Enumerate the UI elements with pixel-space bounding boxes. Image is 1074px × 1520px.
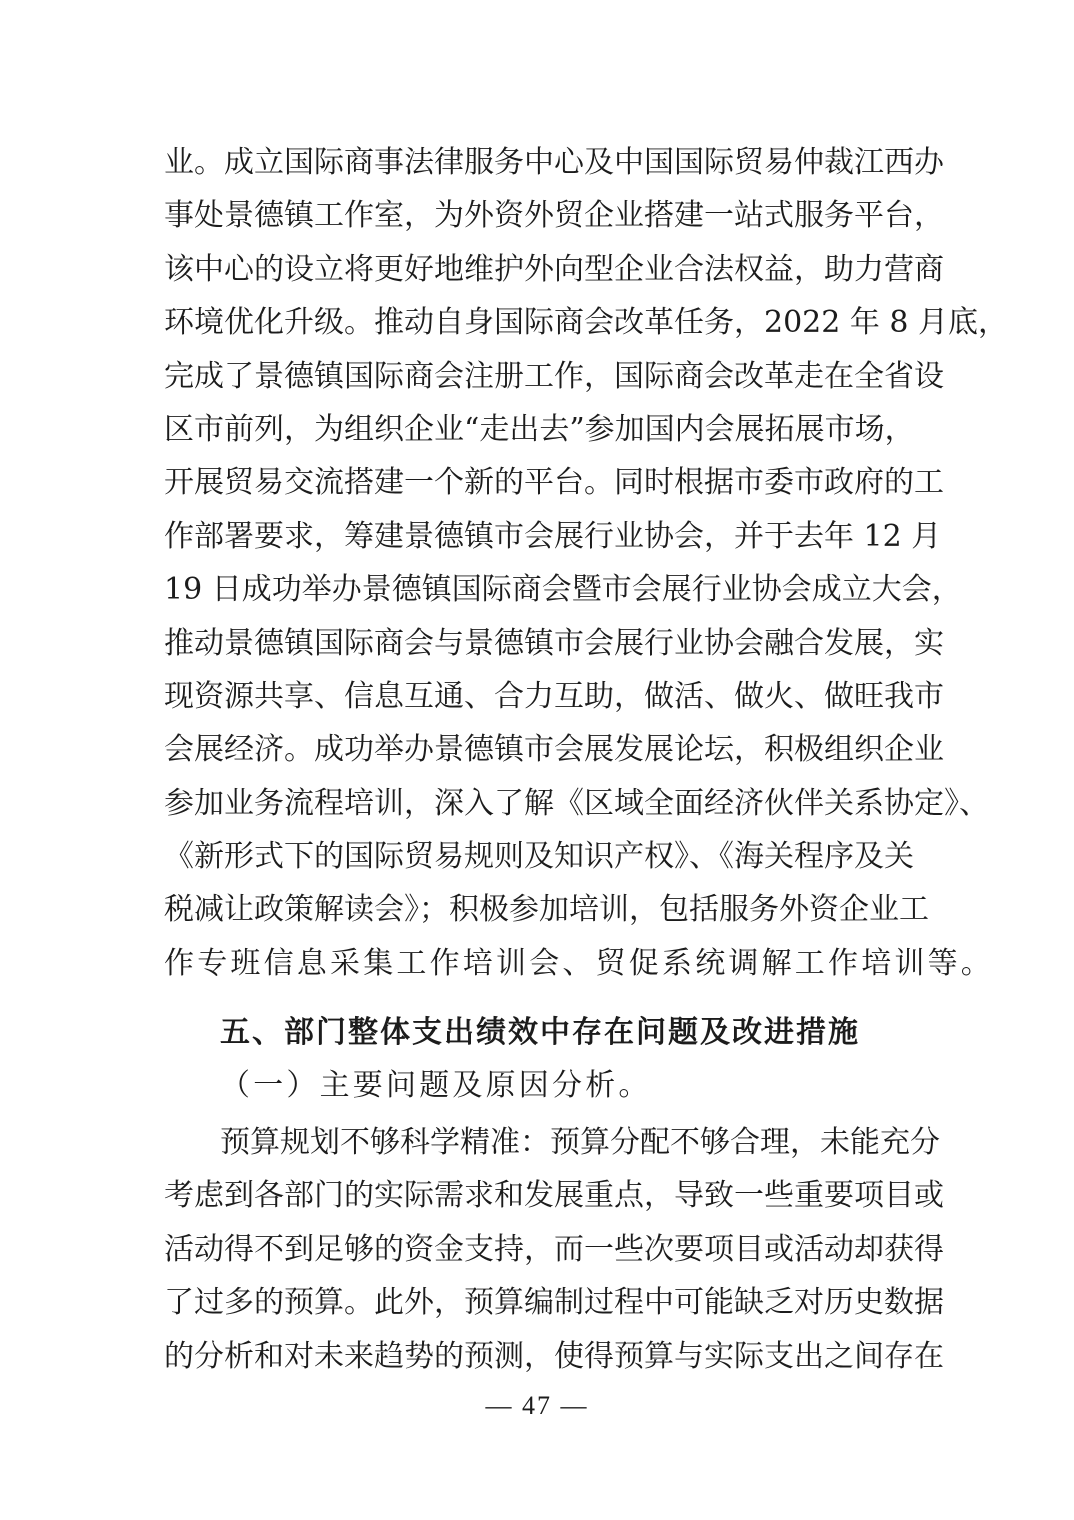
subsection-heading: （一）主要问题及原因分析。	[220, 1068, 652, 1103]
text-line: 会展经济。成功举办景德镇市会展发展论坛，积极组织企业	[164, 732, 944, 768]
text-line: 考虑到各部门的实际需求和发展重点，导致一些重要项目或	[164, 1178, 944, 1214]
text-line: 活动得不到足够的资金支持，而一些次要项目或活动却获得	[164, 1231, 944, 1267]
text-line: 区市前列，为组织企业“走出去”参加国内会展拓展市场，	[164, 411, 915, 447]
text-line: 预算规划不够科学精准：预算分配不够合理，未能充分	[220, 1125, 940, 1160]
text-line: 作部署要求，筹建景德镇市会展行业协会，并于去年 12 月	[164, 518, 942, 554]
text-line: 19 日成功举办景德镇国际商会暨市会展行业协会成立大会，	[164, 572, 962, 608]
page-number: — 47 —	[485, 1391, 589, 1420]
body-paragraph-1	[164, 136, 1009, 990]
text-line: 了过多的预算。此外，预算编制过程中可能缺乏对历史数据	[164, 1285, 944, 1321]
text-line: 事处景德镇工作室，为外资外贸企业搭建一站式服务平台，	[164, 198, 944, 234]
text-line: 《新形式下的国际贸易规则及知识产权》、《海关程序及关	[164, 839, 914, 875]
text-line: 参加业务流程培训，深入了解《区域全面经济伙伴关系协定》、	[164, 785, 989, 821]
text-line: 环境优化升级。推动自身国际商会改革任务，2022 年 8 月底，	[164, 305, 1009, 341]
text-line: 该中心的设立将更好地维护外向型企业合法权益，助力营商	[164, 251, 944, 287]
body-paragraph-3	[164, 1116, 944, 1383]
text-line: 的分析和对未来趋势的预测，使得预算与实际支出之间存在	[164, 1338, 944, 1374]
text-line: 推动景德镇国际商会与景德镇市会展行业协会融合发展，实	[164, 625, 944, 661]
text-line: 作专班信息采集工作培训会、贸促系统调解工作培训等。	[164, 945, 994, 981]
text-line: 开展贸易交流搭建一个新的平台。同时根据市委市政府的工	[164, 465, 944, 501]
text-line: 完成了景德镇国际商会注册工作，国际商会改革走在全省设	[164, 358, 944, 394]
text-line: 业。成立国际商事法律服务中心及中国国际贸易仲裁江西办	[164, 145, 944, 180]
section-heading: 五、部门整体支出绩效中存在问题及改进措施	[220, 1015, 860, 1050]
text-line: 现资源共享、信息互通、合力互助，做活、做火、做旺我市	[164, 678, 944, 714]
text-line: 税减让政策解读会》；积极参加培训，包括服务外资企业工	[164, 892, 929, 928]
